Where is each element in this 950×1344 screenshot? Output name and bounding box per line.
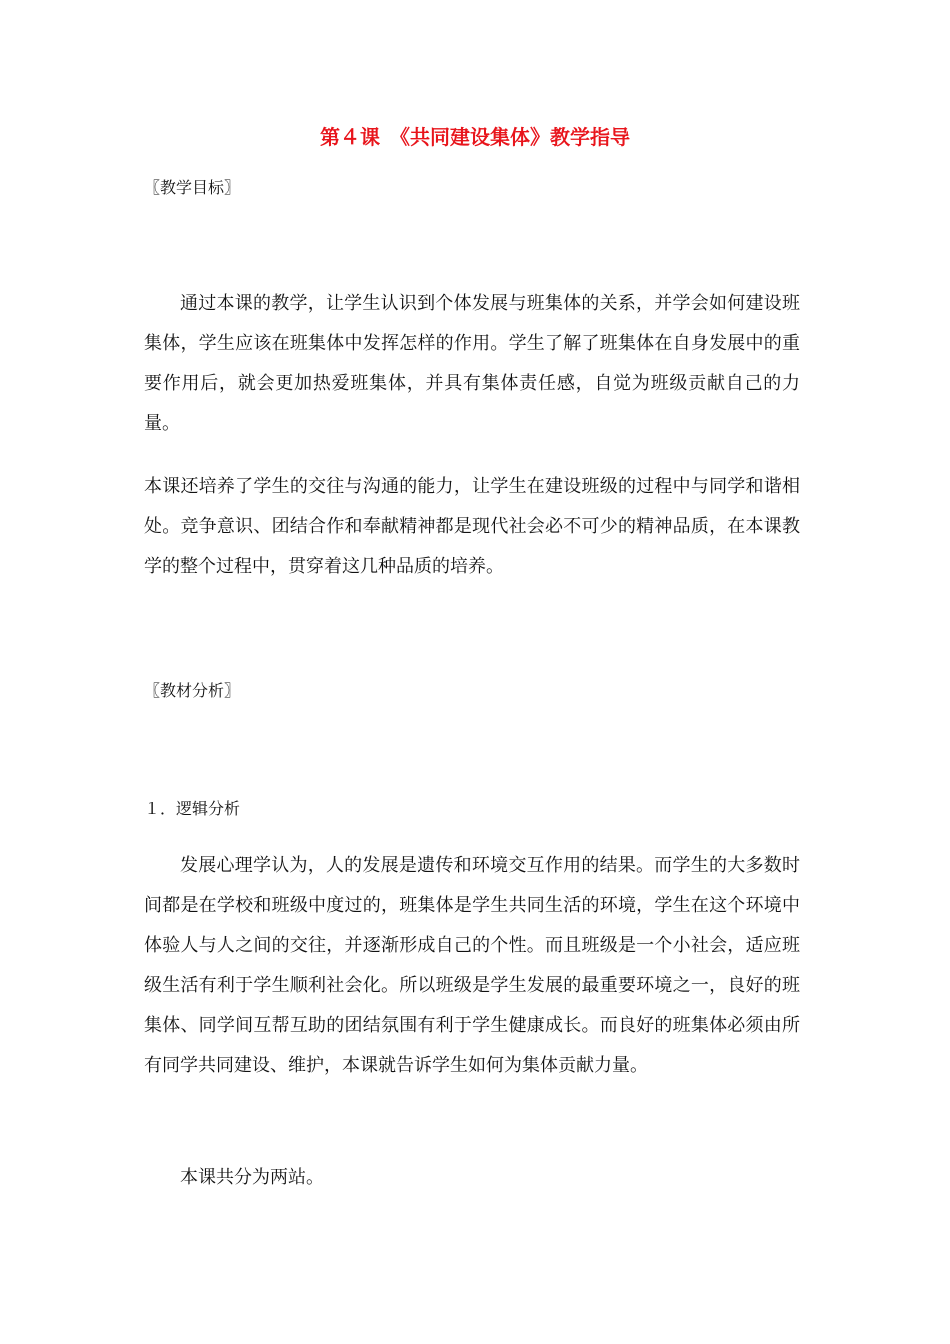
analysis-paragraph-1: 发展心理学认为，人的发展是遗传和环境交互作用的结果。而学生的大多数时间都是在学校和班级中度过的，班集体是学生共同生活的环境，学生在这个环境中体验人与人之间的交往，并逐渐形成自己的个性。而且班级是一个小社会，适应班级生活有利于学生顺利社会化。所以班级是学生发展的最重要环境之一，良好的班集体、同学间互帮互助的团结氛围有利于学生健康成长。而良好的班集体必须由所有同学共同建设、维护，本课就告诉学生如何为集体贡献力量。: [144, 855, 800, 1076]
page-title: 第４课 《共同建设集体》教学指导: [320, 125, 630, 149]
subheading-logic-analysis: １．逻辑分析: [144, 799, 241, 818]
section-heading-teaching-goals: 〖教学目标〗: [144, 178, 241, 197]
section-heading-material-analysis: 〖教材分析〗: [144, 681, 241, 700]
goals-paragraph-1: 通过本课的教学，让学生认识到个体发展与班集体的关系，并学会如何建设班集体，学生应该在班集体中发挥怎样的作用。学生了解了班集体在自身发展中的重要作用后，就会更加热爱班集体，并具有集体责任感，自觉为班级贡献自己的力量。: [144, 293, 800, 434]
analysis-paragraph-2: 本课共分为两站。: [180, 1167, 324, 1188]
goals-paragraph-2: 本课还培养了学生的交往与沟通的能力，让学生在建设班级的过程中与同学和谐相处。竞争意识、团结合作和奉献精神都是现代社会必不可少的精神品质，在本课教学的整个过程中，贯穿着这几种品质的培养。: [144, 476, 800, 577]
